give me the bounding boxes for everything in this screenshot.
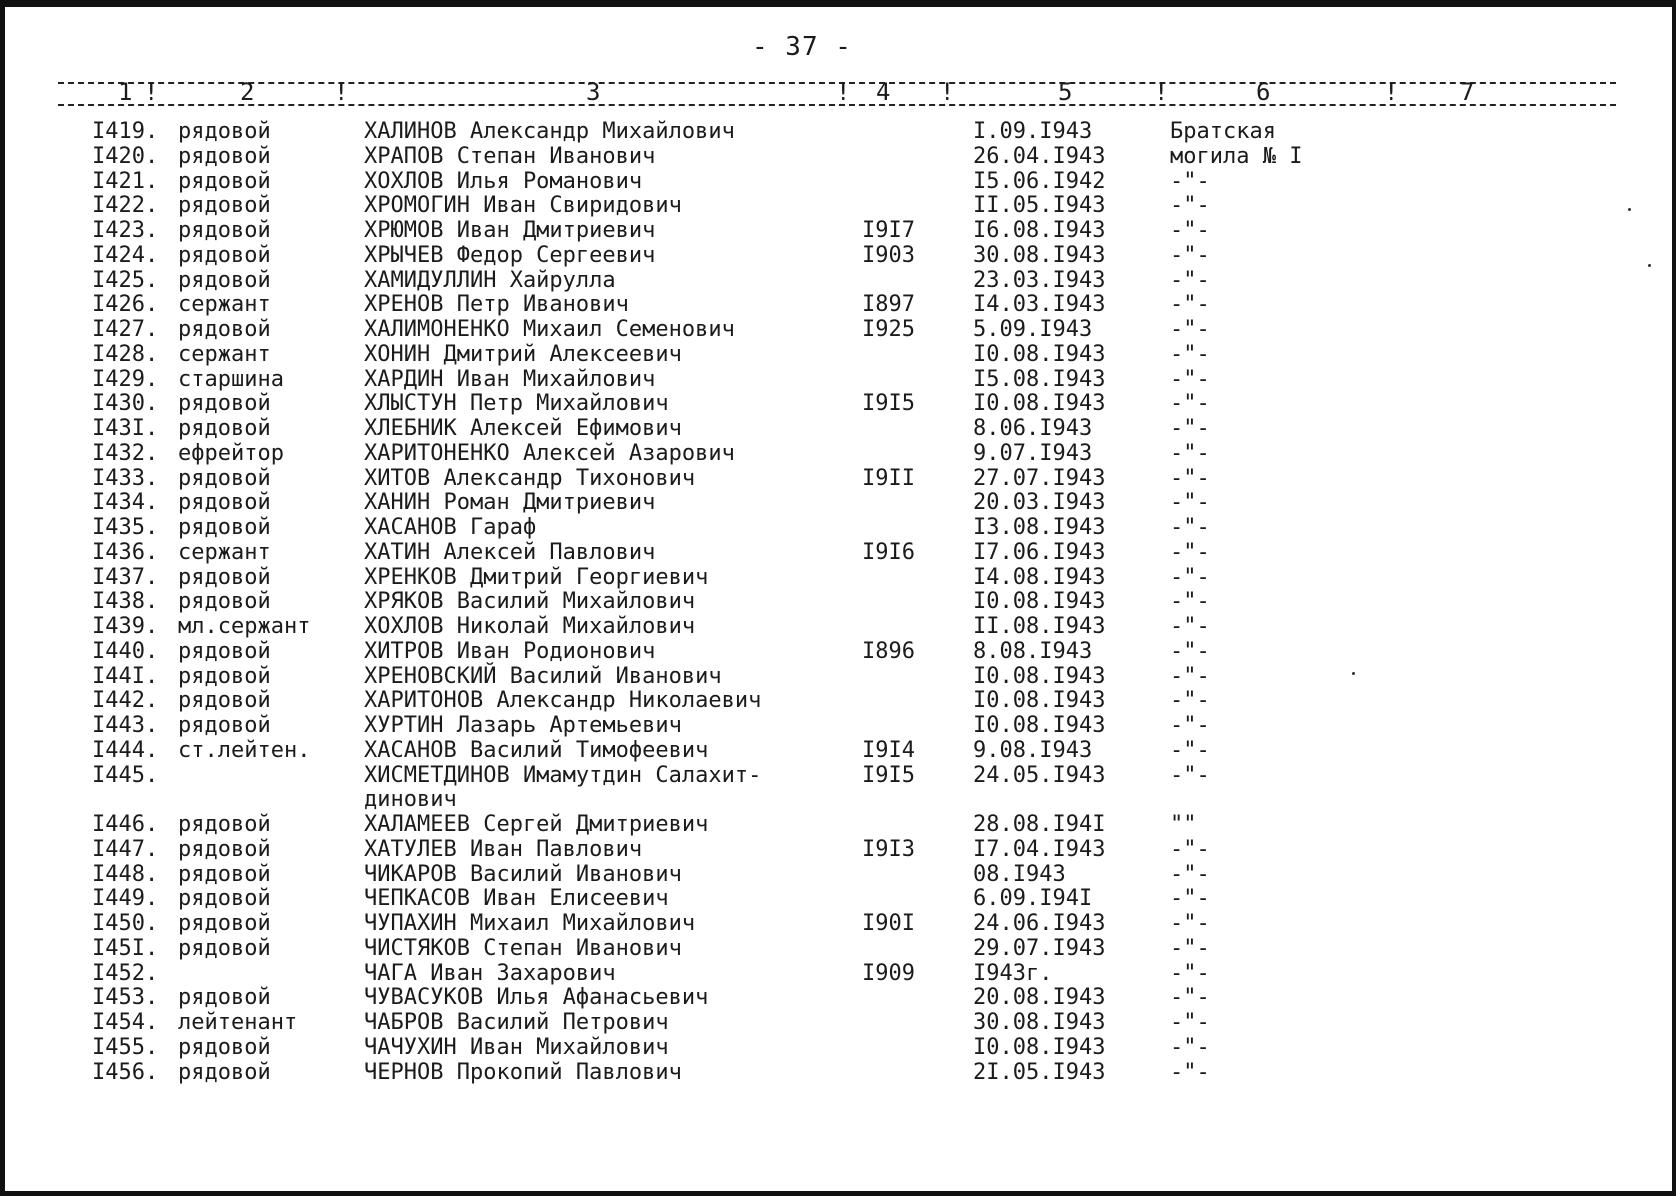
full-name: ХЛЫСТУН Петр Михайлович bbox=[364, 391, 669, 417]
death-date: 9.08.I943 bbox=[973, 737, 1093, 763]
death-date: I943г. bbox=[973, 960, 1053, 986]
record-number: I442. bbox=[92, 688, 159, 714]
rank: рядовой bbox=[178, 143, 271, 169]
full-name: ХРОМОГИН Иван Свиридович bbox=[364, 193, 682, 219]
death-date: 26.04.I943 bbox=[973, 143, 1106, 169]
death-date: I5.06.I942 bbox=[973, 168, 1106, 194]
death-date: 28.08.I94I bbox=[973, 812, 1106, 837]
table-row bbox=[0, 764, 1676, 789]
record-number: I420. bbox=[92, 143, 159, 169]
rank: рядовой bbox=[178, 985, 271, 1011]
record-number: I435. bbox=[92, 515, 159, 540]
rank: рядовой bbox=[178, 688, 271, 714]
death-date: 29.07.I943 bbox=[973, 935, 1106, 961]
burial-place: -"- bbox=[1170, 465, 1210, 491]
burial-place: -"- bbox=[1170, 416, 1210, 441]
table-row bbox=[0, 491, 1676, 516]
birth-year: I9I4 bbox=[862, 737, 915, 763]
column-header-2: 2 bbox=[240, 78, 255, 106]
record-number: I445. bbox=[92, 762, 159, 788]
burial-place: -"- bbox=[1170, 960, 1210, 986]
burial-place: -"- bbox=[1170, 688, 1210, 714]
column-separator: ! bbox=[940, 78, 955, 106]
record-number: I452. bbox=[92, 960, 159, 986]
table-row bbox=[0, 467, 1676, 492]
burial-place: -"- bbox=[1170, 1010, 1210, 1035]
record-number: I430. bbox=[92, 391, 159, 417]
record-number: I438. bbox=[92, 589, 159, 615]
rank: рядовой bbox=[178, 1059, 271, 1085]
column-separator: ! bbox=[144, 78, 159, 106]
full-name: ЧАЧУХИН Иван Михайлович bbox=[364, 1034, 669, 1060]
record-number: I429. bbox=[92, 366, 159, 392]
table-row bbox=[0, 417, 1676, 442]
full-name: ХАЛАМЕЕВ Сергей Дмитриевич bbox=[364, 812, 709, 837]
record-number: I425. bbox=[92, 267, 159, 293]
record-number: I45I. bbox=[92, 935, 159, 961]
column-header-3: 3 bbox=[586, 78, 601, 106]
burial-place: -"- bbox=[1170, 589, 1210, 615]
burial-place: -"- bbox=[1170, 218, 1210, 243]
record-number: I428. bbox=[92, 341, 159, 367]
rank: рядовой bbox=[178, 638, 271, 664]
death-date: 30.08.I943 bbox=[973, 242, 1106, 268]
table-row bbox=[0, 590, 1676, 615]
birth-year: I9I3 bbox=[862, 836, 915, 862]
burial-place: Братская bbox=[1170, 119, 1276, 144]
rank: сержант bbox=[178, 539, 271, 565]
table-row bbox=[0, 1061, 1676, 1086]
burial-place: -"- bbox=[1170, 564, 1210, 590]
burial-place: -"- bbox=[1170, 886, 1210, 912]
rank: рядовой bbox=[178, 1034, 271, 1060]
death-date: I7.06.I943 bbox=[973, 539, 1106, 565]
full-name: ХРАПОВ Степан Иванович bbox=[364, 143, 656, 169]
full-name: ХАСАНОВ Гараф bbox=[364, 515, 537, 540]
birth-year: I9II bbox=[862, 465, 915, 491]
full-name: ЧУПАХИН Михаил Михайлович bbox=[364, 911, 696, 936]
death-date: I5.08.I943 bbox=[973, 366, 1106, 392]
table-row bbox=[0, 887, 1676, 912]
rank: рядовой bbox=[178, 564, 271, 590]
death-date: I6.08.I943 bbox=[973, 218, 1106, 243]
table-row bbox=[0, 986, 1676, 1011]
death-date: 20.08.I943 bbox=[973, 985, 1106, 1011]
rank: рядовой bbox=[178, 589, 271, 615]
record-number: I44I. bbox=[92, 663, 159, 689]
table-row bbox=[0, 392, 1676, 417]
burial-place: -"- bbox=[1170, 762, 1210, 788]
column-separator: ! bbox=[334, 78, 349, 106]
full-name: ХОХЛОВ Николай Михайлович bbox=[364, 614, 696, 639]
full-name: ХРЫЧЕВ Федор Сергеевич bbox=[364, 242, 656, 268]
table-row bbox=[0, 170, 1676, 195]
death-date: 6.09.I94I bbox=[973, 886, 1093, 912]
death-date: I0.08.I943 bbox=[973, 589, 1106, 615]
record-number: I423. bbox=[92, 218, 159, 243]
record-number: I434. bbox=[92, 490, 159, 516]
column-header-6: 6 bbox=[1256, 78, 1271, 106]
death-date: 30.08.I943 bbox=[973, 1010, 1106, 1035]
full-name: ХЛЕБНИК Алексей Ефимович bbox=[364, 416, 682, 441]
burial-place: -"- bbox=[1170, 663, 1210, 689]
table-row bbox=[0, 244, 1676, 269]
table-row bbox=[0, 863, 1676, 888]
rank: рядовой bbox=[178, 663, 271, 689]
record-number: I419. bbox=[92, 119, 159, 144]
full-name: ХОХЛОВ Илья Романович bbox=[364, 168, 643, 194]
record-number: I447. bbox=[92, 836, 159, 862]
full-name: ХАЛИНОВ Александр Михайлович bbox=[364, 119, 735, 144]
record-number: I437. bbox=[92, 564, 159, 590]
record-number: I432. bbox=[92, 440, 159, 466]
full-name: ХАРИТОНЕНКО Алексей Азарович bbox=[364, 440, 735, 466]
rank: рядовой bbox=[178, 416, 271, 441]
record-number: I444. bbox=[92, 737, 159, 763]
record-number: I455. bbox=[92, 1034, 159, 1060]
record-number: I427. bbox=[92, 317, 159, 342]
full-name: ХОНИН Дмитрий Алексеевич bbox=[364, 341, 682, 367]
rank: ст.лейтен. bbox=[178, 737, 311, 763]
rank: сержант bbox=[178, 341, 271, 367]
burial-place: "" bbox=[1170, 812, 1197, 837]
record-number: I456. bbox=[92, 1059, 159, 1085]
full-name: ХИСМЕТДИНОВ Имамутдин Салахит- bbox=[364, 762, 762, 788]
full-name: ХАНИН Роман Дмитриевич bbox=[364, 490, 656, 516]
birth-year: I896 bbox=[862, 638, 915, 664]
full-name: ЧЕПКАСОВ Иван Елисеевич bbox=[364, 886, 669, 912]
table-row bbox=[0, 962, 1676, 987]
full-name: ХАЛИМОНЕНКО Михаил Семенович bbox=[364, 317, 735, 342]
rank: рядовой bbox=[178, 119, 271, 144]
record-number: I436. bbox=[92, 539, 159, 565]
full-name: ХИТОВ Александр Тихонович bbox=[364, 465, 696, 491]
burial-place: -"- bbox=[1170, 391, 1210, 417]
rank: рядовой bbox=[178, 515, 271, 540]
table-row bbox=[0, 318, 1676, 343]
table-row bbox=[0, 541, 1676, 566]
burial-place: -"- bbox=[1170, 1059, 1210, 1085]
burial-place: -"- bbox=[1170, 267, 1210, 293]
full-name: ЧЕРНОВ Прокопий Павлович bbox=[364, 1059, 682, 1085]
death-date: 27.07.I943 bbox=[973, 465, 1106, 491]
death-date: I0.08.I943 bbox=[973, 1034, 1106, 1060]
death-date: 8.08.I943 bbox=[973, 638, 1093, 664]
full-name: ХАТУЛЕВ Иван Павлович bbox=[364, 836, 643, 862]
table-row bbox=[0, 640, 1676, 665]
death-date: 08.I943 bbox=[973, 861, 1066, 887]
table-row bbox=[0, 714, 1676, 739]
death-date: I7.04.I943 bbox=[973, 836, 1106, 862]
birth-year: I9I5 bbox=[862, 762, 915, 788]
full-name: ХРЕНОВ Петр Иванович bbox=[364, 292, 629, 318]
death-date: I0.08.I943 bbox=[973, 341, 1106, 367]
birth-year: I9I5 bbox=[862, 391, 915, 417]
column-separator: ! bbox=[1154, 78, 1169, 106]
full-name: ЧИСТЯКОВ Степан Иванович bbox=[364, 935, 682, 961]
burial-place: -"- bbox=[1170, 911, 1210, 936]
table-row bbox=[0, 293, 1676, 318]
full-name: ХУРТИН Лазарь Артемьевич bbox=[364, 713, 682, 738]
death-date: I.09.I943 bbox=[973, 119, 1093, 144]
death-date: 24.05.I943 bbox=[973, 762, 1106, 788]
full-name: ХАРДИН Иван Михайлович bbox=[364, 366, 656, 392]
rank: рядовой bbox=[178, 465, 271, 491]
rank: лейтенант bbox=[178, 1010, 298, 1035]
table-row bbox=[0, 343, 1676, 368]
record-number: I450. bbox=[92, 911, 159, 936]
burial-place: -"- bbox=[1170, 292, 1210, 318]
table-row bbox=[0, 566, 1676, 591]
death-date: I0.08.I943 bbox=[973, 663, 1106, 689]
record-number: I422. bbox=[92, 193, 159, 219]
record-number: I421. bbox=[92, 168, 159, 194]
burial-place: -"- bbox=[1170, 490, 1210, 516]
death-date: I0.08.I943 bbox=[973, 713, 1106, 738]
death-date: 2I.05.I943 bbox=[973, 1059, 1106, 1085]
scan-speck bbox=[1648, 264, 1651, 267]
page-number: - 37 - bbox=[752, 32, 852, 62]
birth-year: I897 bbox=[862, 292, 915, 318]
death-date: II.08.I943 bbox=[973, 614, 1106, 639]
full-name: ХРЯКОВ Василий Михайлович bbox=[364, 589, 696, 615]
table-row bbox=[0, 838, 1676, 863]
rank: рядовой bbox=[178, 391, 271, 417]
rank: рядовой bbox=[178, 911, 271, 936]
full-name: ХАМИДУЛЛИН Хайрулла bbox=[364, 267, 616, 293]
burial-place: -"- bbox=[1170, 539, 1210, 565]
rank: рядовой bbox=[178, 218, 271, 243]
death-date: II.05.I943 bbox=[973, 193, 1106, 219]
burial-place: -"- bbox=[1170, 638, 1210, 664]
burial-place: -"- bbox=[1170, 317, 1210, 342]
record-number: I449. bbox=[92, 886, 159, 912]
table-row bbox=[0, 194, 1676, 219]
record-number: I433. bbox=[92, 465, 159, 491]
rank: мл.сержант bbox=[178, 614, 311, 639]
full-name: ЧАГА Иван Захарович bbox=[364, 960, 616, 986]
table-row bbox=[0, 912, 1676, 937]
rank: рядовой bbox=[178, 267, 271, 293]
column-header-7: 7 bbox=[1460, 78, 1475, 106]
death-date: 23.03.I943 bbox=[973, 267, 1106, 293]
rank: рядовой bbox=[178, 490, 271, 516]
table-row bbox=[0, 1036, 1676, 1061]
column-header-5: 5 bbox=[1058, 78, 1073, 106]
full-name: ХАСАНОВ Василий Тимофеевич bbox=[364, 737, 709, 763]
record-number: I448. bbox=[92, 861, 159, 887]
table-row bbox=[0, 937, 1676, 962]
burial-place: -"- bbox=[1170, 713, 1210, 738]
death-date: 20.03.I943 bbox=[973, 490, 1106, 516]
death-date: 5.09.I943 bbox=[973, 317, 1093, 342]
birth-year: I903 bbox=[862, 242, 915, 268]
column-separator: ! bbox=[836, 78, 851, 106]
burial-place: -"- bbox=[1170, 440, 1210, 466]
death-date: I4.08.I943 bbox=[973, 564, 1106, 590]
birth-year: I9I6 bbox=[862, 539, 915, 565]
burial-place: -"- bbox=[1170, 861, 1210, 887]
death-date: I0.08.I943 bbox=[973, 688, 1106, 714]
scan-speck bbox=[1352, 672, 1355, 675]
birth-year: I9I7 bbox=[862, 218, 915, 243]
rank: рядовой bbox=[178, 812, 271, 837]
table-row bbox=[0, 665, 1676, 690]
rank: рядовой bbox=[178, 317, 271, 342]
death-date: 9.07.I943 bbox=[973, 440, 1093, 466]
full-name: ЧУВАСУКОВ Илья Афанасьевич bbox=[364, 985, 709, 1011]
birth-year: I925 bbox=[862, 317, 915, 342]
rank: рядовой bbox=[178, 861, 271, 887]
table-row bbox=[0, 788, 1676, 813]
table-row bbox=[0, 442, 1676, 467]
full-name: ХРЕНКОВ Дмитрий Георгиевич bbox=[364, 564, 709, 590]
rank: ефрейтор bbox=[178, 440, 284, 466]
full-name: ХАТИН Алексей Павлович bbox=[364, 539, 656, 565]
table-row bbox=[0, 689, 1676, 714]
rank: рядовой bbox=[178, 836, 271, 862]
full-name: ХАРИТОНОВ Александр Николаевич bbox=[364, 688, 762, 714]
table-row bbox=[0, 516, 1676, 541]
record-number: I424. bbox=[92, 242, 159, 268]
column-header-4: 4 bbox=[876, 78, 891, 106]
column-header-1: 1 bbox=[118, 78, 133, 106]
rank: старшина bbox=[178, 366, 284, 392]
rank: рядовой bbox=[178, 886, 271, 912]
record-number: I454. bbox=[92, 1010, 159, 1035]
rank: рядовой bbox=[178, 935, 271, 961]
birth-year: I909 bbox=[862, 960, 915, 986]
burial-place: -"- bbox=[1170, 737, 1210, 763]
table-row bbox=[0, 739, 1676, 764]
record-number: I439. bbox=[92, 614, 159, 639]
table-row bbox=[0, 145, 1676, 170]
burial-place: -"- bbox=[1170, 935, 1210, 961]
burial-place: -"- bbox=[1170, 836, 1210, 862]
record-number: I426. bbox=[92, 292, 159, 318]
table-row bbox=[0, 813, 1676, 838]
record-number: I43I. bbox=[92, 416, 159, 441]
death-date: I3.08.I943 bbox=[973, 515, 1106, 540]
birth-year: I90I bbox=[862, 911, 915, 936]
death-date: 24.06.I943 bbox=[973, 911, 1106, 936]
full-name: ХРЕНОВСКИЙ Василий Иванович bbox=[364, 663, 722, 689]
full-name: ХИТРОВ Иван Родионович bbox=[364, 638, 656, 664]
rank: рядовой bbox=[178, 713, 271, 738]
record-number: I440. bbox=[92, 638, 159, 664]
full-name: ЧАБРОВ Василий Петрович bbox=[364, 1010, 669, 1035]
burial-place: -"- bbox=[1170, 168, 1210, 194]
table-row bbox=[0, 1011, 1676, 1036]
burial-place: -"- bbox=[1170, 242, 1210, 268]
death-date: I4.03.I943 bbox=[973, 292, 1106, 318]
table-row bbox=[0, 120, 1676, 145]
burial-place: могила № I bbox=[1170, 143, 1303, 169]
burial-place: -"- bbox=[1170, 366, 1210, 392]
record-number: I443. bbox=[92, 713, 159, 738]
burial-place: -"- bbox=[1170, 614, 1210, 639]
record-number: I453. bbox=[92, 985, 159, 1011]
records-list bbox=[0, 120, 1676, 1085]
table-row bbox=[0, 615, 1676, 640]
rank: сержант bbox=[178, 292, 271, 318]
rank: рядовой bbox=[178, 168, 271, 194]
burial-place: -"- bbox=[1170, 193, 1210, 219]
burial-place: -"- bbox=[1170, 1034, 1210, 1060]
rank: рядовой bbox=[178, 193, 271, 219]
burial-place: -"- bbox=[1170, 515, 1210, 540]
table-row bbox=[0, 368, 1676, 393]
full-name: ХРЮМОВ Иван Дмитриевич bbox=[364, 218, 656, 243]
column-separator: ! bbox=[1384, 78, 1399, 106]
name-continuation: динович bbox=[364, 787, 457, 813]
table-row bbox=[0, 269, 1676, 294]
full-name: ЧИКАРОВ Василий Иванович bbox=[364, 861, 682, 887]
burial-place: -"- bbox=[1170, 985, 1210, 1011]
death-date: I0.08.I943 bbox=[973, 391, 1106, 417]
burial-place: -"- bbox=[1170, 341, 1210, 367]
scan-speck bbox=[1628, 208, 1631, 211]
rank: рядовой bbox=[178, 242, 271, 268]
table-row bbox=[0, 219, 1676, 244]
record-number: I446. bbox=[92, 812, 159, 837]
death-date: 8.06.I943 bbox=[973, 416, 1093, 441]
